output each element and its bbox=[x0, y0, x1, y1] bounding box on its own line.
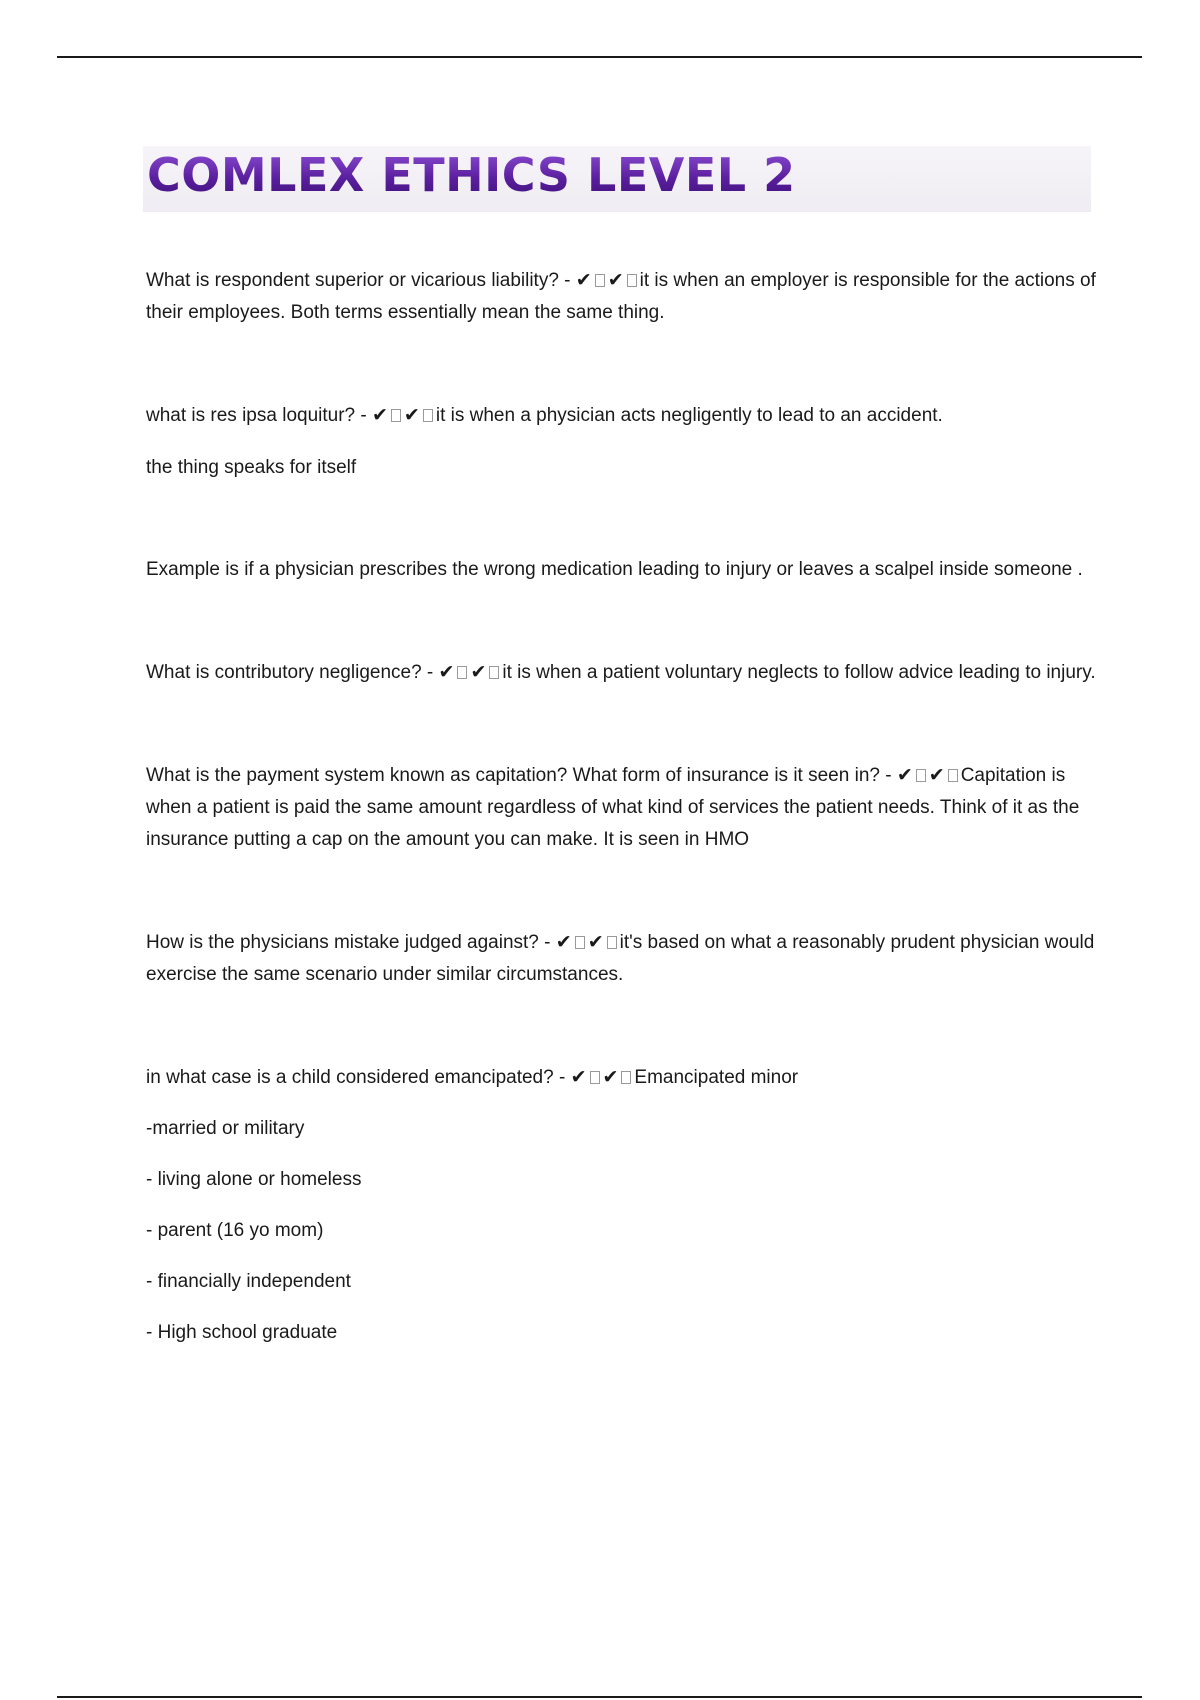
document-title: COMLEX ETHICS LEVEL 2 bbox=[147, 148, 796, 202]
answer-text: it is when an employer is responsible for the actions of their employees. Both terms essentially mean the same thing. bbox=[146, 270, 1096, 323]
question-text: what is res ipsa loquitur? - bbox=[146, 405, 372, 426]
list-item: - High school graduate bbox=[146, 1322, 338, 1343]
check-icon: ✔ bbox=[602, 1066, 619, 1088]
check-icon: ✔ bbox=[555, 931, 572, 953]
check-icon: ✔ bbox=[928, 764, 945, 786]
check-icon: ✔ bbox=[470, 661, 487, 683]
qa-item-4 bbox=[146, 759, 1096, 856]
check-icon: ✔ bbox=[570, 1066, 587, 1088]
check-icon: ✔ bbox=[587, 931, 604, 953]
missing-glyph-box-icon bbox=[489, 666, 499, 679]
check-icon: ✔ bbox=[372, 404, 388, 426]
answer-text: Emancipated minor bbox=[634, 1067, 799, 1088]
qa-item-5 bbox=[146, 926, 1096, 991]
missing-glyph-box-icon bbox=[607, 936, 617, 949]
missing-glyph-box-icon bbox=[423, 409, 433, 422]
missing-glyph-box-icon bbox=[916, 769, 926, 782]
check-icon: ✔ bbox=[438, 661, 455, 683]
question-text: How is the physicians mistake judged against? - bbox=[146, 932, 556, 953]
answer-text: it is when a physician acts negligently to lead to an accident. bbox=[435, 405, 943, 426]
answer-text: it's based on what a reasonably prudent physician would exercise the same scenario under similar circumstances. bbox=[146, 932, 1095, 985]
answer-text: it is when a patient voluntary neglects to follow advice leading to injury. bbox=[502, 662, 1096, 683]
answer-detail: the thing speaks for itself bbox=[146, 457, 357, 478]
missing-glyph-box-icon bbox=[575, 936, 585, 949]
missing-glyph-box-icon bbox=[627, 274, 637, 287]
list-item: -married or military bbox=[146, 1118, 305, 1139]
top-divider bbox=[57, 56, 1142, 58]
bottom-divider bbox=[57, 1696, 1142, 1698]
question-text: What is respondent superior or vicarious liability? - bbox=[146, 270, 576, 291]
missing-glyph-box-icon bbox=[595, 274, 605, 287]
missing-glyph-box-icon bbox=[621, 1071, 631, 1084]
missing-glyph-box-icon bbox=[948, 769, 958, 782]
check-icon: ✔ bbox=[575, 269, 592, 291]
answer-example: Example is if a physician prescribes the wrong medication leading to injury or leaves a scalpel inside someone . bbox=[146, 559, 1083, 580]
check-icon: ✔ bbox=[896, 764, 913, 786]
title-banner bbox=[143, 146, 1091, 212]
list-item: - financially independent bbox=[146, 1271, 351, 1292]
document-body bbox=[146, 264, 1096, 1349]
answer-text: Capitation is when a patient is paid the same amount regardless of what kind of services the patient needs. Think of it as the insurance putting a cap on the amount you can make. It is seen in HMO bbox=[146, 765, 1080, 850]
missing-glyph-box-icon bbox=[391, 409, 401, 422]
missing-glyph-box-icon bbox=[457, 666, 467, 679]
list-item: - living alone or homeless bbox=[146, 1169, 362, 1190]
missing-glyph-box-icon bbox=[590, 1071, 600, 1084]
check-icon: ✔ bbox=[607, 269, 624, 291]
question-text: What is the payment system known as capitation? What form of insurance is it seen in? - bbox=[146, 765, 897, 786]
qa-item-6 bbox=[146, 1061, 1096, 1094]
question-text: in what case is a child considered emancipated? - bbox=[146, 1067, 571, 1088]
list-item: - parent (16 yo mom) bbox=[146, 1220, 324, 1241]
question-text: What is contributory negligence? - bbox=[146, 662, 439, 683]
qa-item-3 bbox=[146, 656, 1096, 689]
check-icon: ✔ bbox=[403, 404, 420, 426]
qa-item-2 bbox=[146, 399, 1096, 432]
qa-item-1 bbox=[146, 264, 1096, 329]
